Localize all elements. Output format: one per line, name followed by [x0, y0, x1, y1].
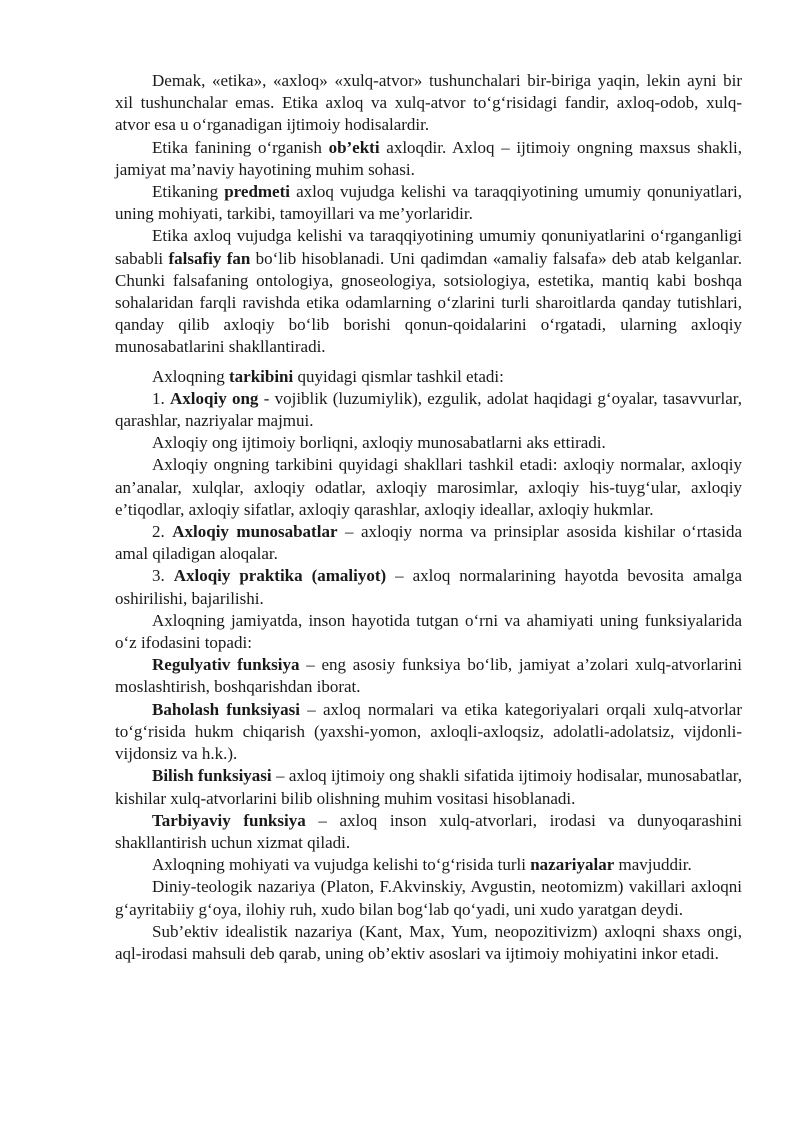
paragraph-subject — [115, 181, 742, 225]
bold-term-structure: tarkibini — [228, 366, 294, 386]
bold-term-educational-function: Tarbiyaviy funksiya — [152, 810, 306, 830]
paragraph-consciousness-forms — [115, 454, 742, 521]
paragraph-object — [115, 137, 742, 181]
paragraph-intro — [115, 70, 742, 137]
text-span: Etikaning — [152, 182, 225, 202]
text-span: – axloq inson xulq-atvorlari, irodasi va dunyoqarashini shakllantirish uchun xizmat qiladi. — [115, 810, 743, 852]
bold-term-cognitive-function: Bilish funksiyasi — [152, 766, 272, 786]
list-number: 1. — [152, 388, 171, 408]
paragraph-structure — [115, 366, 742, 388]
text-span: Demak, «etika», «axloq» «xulq-atvor» tushunchalari bir-biriga yaqin, lekin ayni bir xil tushunchalar emas. Etika axloq va xulq-atvor to‘g‘risidagi fandir, axloq-odob, xulq-atvor esa u o‘rganadigan ijtimoiy hodisalardir. — [115, 71, 742, 135]
bold-term-moral-relations: Axloqiy munosabatlar — [172, 522, 338, 542]
paragraph-regulative-function — [115, 654, 742, 698]
text-span: – eng asosiy funksiya bo‘lib, jamiyat a’zolari xulq-atvorlarini moslashtirish, boshqarishdan iborat. — [115, 655, 742, 697]
text-span: axloq vujudga kelishi va taraqqiyotining umumiy qonuniyatlari, uning mohiyati, tarkibi, tamoyillari va me’yorlaridir. — [115, 182, 742, 224]
paragraph-theories-intro — [115, 854, 742, 876]
bold-term-object: ob’ekti — [328, 137, 380, 157]
list-number: 2. — [152, 522, 173, 542]
text-span: - vojiblik (luzumiylik), ezgulik, adolat haqidagi g‘oyalar, tasavvurlar, qarashlar, nazriyalar majmui. — [115, 388, 742, 431]
text-span: – axloq ijtimoiy ong shakli sifatida ijtimoiy hodisalar, munosabatlar, kishilar xulq-atvorlarini bilib olishning muhim vositasi hisoblanadi. — [115, 766, 742, 808]
text-span: mavjuddir. — [614, 855, 692, 875]
text-span: Axloqiy ongning tarkibini quyidagi shakllari tashkil etadi: axloqiy normalar, axloqiy an’analar, xulqlar, axloqiy odatlar, axloqiy marosimlar, axloqiy his-tuyg‘ular, axloqiy e’tiqodlar, axloqiy sifatlar, axloqiy qarashlar, axloqiy ideallar, axloqiy hukmlar. — [115, 455, 742, 519]
bold-term-moral-consciousness: Axloqiy ong — [170, 388, 259, 408]
paragraph-religious-theory — [115, 876, 742, 920]
paragraph-moral-relations — [115, 521, 742, 565]
text-span: – axloq normalarining hayotda bevosita amalga oshirilishi, bajarilishi. — [115, 566, 743, 608]
text-span: axloqdir. Axloq – ijtimoiy ongning maxsus shakli, jamiyat ma’naviy hayotining muhim sohasi. — [115, 137, 742, 179]
text-span: Diniy-teologik nazariya (Platon, F.Akvinskiy, Avgustin, neotomizm) vakillari axloqni g‘ayritabiiy g‘oya, ilohiy ruh, xudo bilan bog‘lab qo‘yadi, uni xudo yaratgan deydi. — [115, 877, 742, 919]
list-number: 3. — [152, 566, 174, 586]
text-span: Axloqiy ong ijtimoiy borliqni, axloqiy munosabatlarni aks ettiradi. — [152, 433, 606, 453]
bold-term-evaluation-function: Baholash funksiyasi — [152, 699, 301, 719]
bold-term-regulative-function: Regulyativ funksiya — [152, 655, 300, 675]
bold-term-theories: nazariyalar — [530, 855, 615, 875]
text-span: Etika fanining o‘rganish — [152, 137, 329, 157]
paragraph-moral-practice — [115, 565, 742, 609]
text-span: bo‘lib hisoblanadi. Uni qadimdan «amaliy falsafa» deb atab kelganlar. Chunki falsafaning ontologiya, gnoseologiya, sotsiologiya, estetika, mantiq kabi boshqa sohalaridan farqli ravishda etika odamlarning o‘zlarini turli sharoitlarda qanday tutishlari, qanday qilib axloqiy bo‘lib borishi qonun-qoidalarini o‘rgatadi, ularning axloqiy munosabatlarini shakllantiradi. — [115, 248, 742, 357]
text-span: quyidagi qismlar tashkil etadi: — [293, 366, 504, 386]
paragraph-subjective-idealist-theory — [115, 921, 742, 965]
text-span: Axloqning mohiyati va vujudga kelishi to‘g‘risida turli — [152, 855, 531, 875]
paragraph-cognitive-function — [115, 765, 742, 809]
text-span: – axloqiy norma va prinsiplar asosida kishilar o‘rtasida amal qiladigan aloqalar. — [115, 522, 743, 564]
bold-term-subject: predmeti — [224, 182, 290, 202]
bold-term-moral-practice: Axloqiy praktika (amaliyot) — [173, 566, 387, 586]
paragraph-educational-function — [115, 810, 742, 854]
paragraph-moral-consciousness — [115, 388, 742, 432]
paragraph-philosophy — [115, 225, 742, 358]
text-span: Etika axloq vujudga kelishi va taraqqiyotining umumiy qonuniyatlarini o‘rganganligi sababli — [115, 226, 742, 268]
text-span: Axloqning — [152, 366, 229, 386]
bold-term-philosophical-science: falsafiy fan — [168, 248, 251, 268]
text-span: Axloqning jamiyatda, inson hayotida tutgan o‘rni va ahamiyati uning funksiyalarida o‘z ifodasini topadi: — [115, 610, 742, 653]
text-span: – axloq normalari va etika kategoriyalari orqali xulq-atvorlar to‘g‘risida hukm chiqarish (yaxshi-yomon, axloqli-axloqsiz, adolatli-adolatsiz, vijdonli-vijdonsiz va h.k.). — [115, 699, 742, 764]
paragraph-evaluation-function — [115, 699, 742, 766]
paragraph-functions-intro — [115, 610, 742, 654]
paragraph-consciousness-reflects — [115, 432, 742, 454]
text-span: Sub’ektiv idealistik nazariya (Kant, Max, Yum, neopozitivizm) axloqni shaxs ongi, aql-irodasi mahsuli deb qarab, uning ob’ektiv asoslari va ijtimoiy mohiyatini inkor etadi. — [115, 921, 742, 963]
